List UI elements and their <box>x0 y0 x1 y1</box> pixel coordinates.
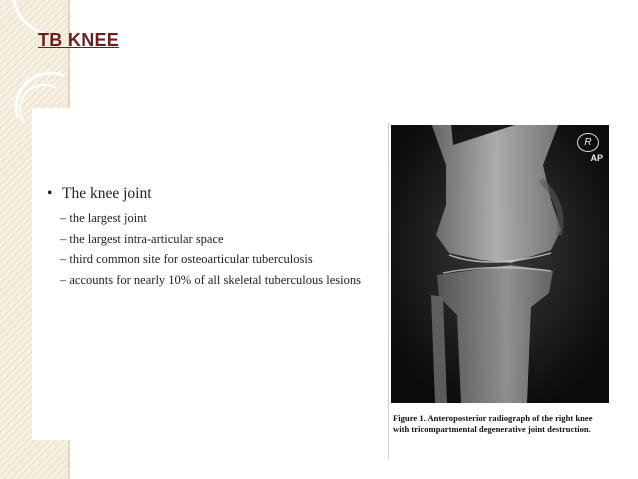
figure <box>388 123 611 459</box>
sub-point: – accounts for nearly 10% of all skeletal tuberculous lesions <box>60 272 361 287</box>
bullet-list <box>32 184 368 292</box>
ap-marker: AP <box>590 153 603 163</box>
right-marker: R <box>577 133 599 152</box>
sub-point: – third common site for osteoarticular tuberculosis <box>60 252 313 266</box>
radiograph-drawing <box>391 125 609 403</box>
bullet-main <box>32 184 368 204</box>
figure-caption: Figure 1. Anteroposterior radiograph of the right knee with tricompartmental degenerative joint destruction. <box>393 413 593 434</box>
bullet-dot-icon: • <box>47 185 53 202</box>
sub-point: – the largest intra-articular space <box>60 231 224 246</box>
slide-title: TB KNEE <box>38 30 120 50</box>
sub-point: – the largest joint <box>60 211 147 225</box>
knee-radiograph-image <box>391 125 609 403</box>
bullet-main-text: The knee joint <box>62 185 152 202</box>
content-box <box>32 108 368 440</box>
